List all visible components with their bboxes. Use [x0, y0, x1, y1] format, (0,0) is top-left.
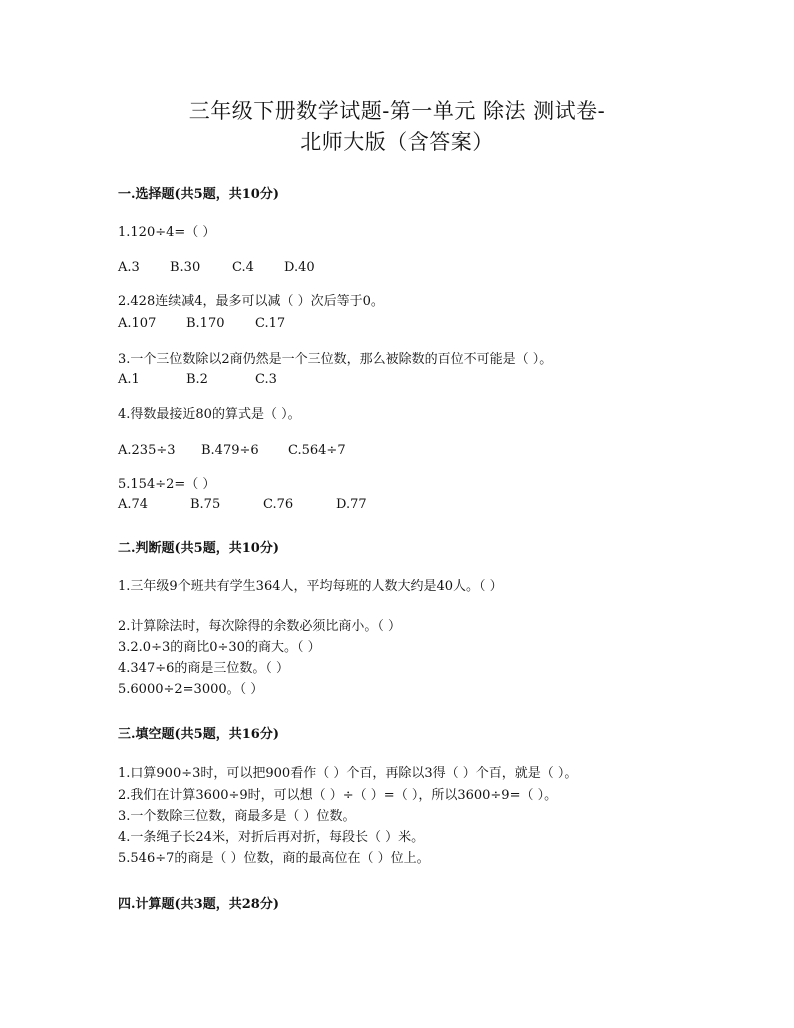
question-5-stem: 5.154÷2=（ ） [118, 477, 216, 492]
question-4-option-a: A.235÷3 [118, 443, 176, 458]
judgement-item-1: 1.三年级9个班共有学生364人，平均每班的人数大约是40人。（ ） [118, 579, 503, 594]
question-2-option-c: C.17 [255, 316, 286, 331]
judgement-item-2: 2.计算除法时，每次除得的余数必须比商小。（ ） [118, 619, 402, 634]
judgement-item-3: 3.2.0÷3的商比0÷30的商大。（ ） [118, 640, 321, 655]
question-4-option-c: C.564÷7 [288, 443, 346, 458]
judgement-item-4: 4.347÷6的商是三位数。（ ） [118, 661, 290, 676]
question-3-option-b: B.2 [186, 372, 208, 387]
question-3-option-a: A.1 [118, 372, 140, 387]
question-4-option-b: B.479÷6 [201, 443, 259, 458]
fill-blank-item-1: 1.口算900÷3时，可以把900看作（ ）个百，再除以3得（ ）个百，就是（ ）。 [118, 766, 578, 781]
question-3-option-c: C.3 [255, 372, 277, 387]
question-5-option-b: B.75 [190, 497, 221, 512]
question-2-option-b: B.170 [186, 316, 225, 331]
fill-blank-item-5: 5.546÷7的商是（ ）位数，商的最高位在（ ）位上。 [118, 851, 430, 866]
judgement-item-5: 5.6000÷2=3000。（ ） [118, 682, 264, 697]
document-title-line1: 三年级下册数学试题-第一单元 除法 测试卷- [188, 99, 606, 123]
section-heading-fill-blank: 三.填空题(共5题，共16分) [118, 727, 279, 742]
fill-blank-item-3: 3.一个数除三位数，商最多是（ ）位数。 [118, 809, 356, 824]
question-4-stem: 4.得数最接近80的算式是（ ）。 [118, 407, 301, 422]
question-5-option-a: A.74 [118, 497, 149, 512]
section-heading-choice: 一.选择题(共5题，共10分) [118, 187, 279, 202]
question-1-option-b: B.30 [170, 260, 201, 275]
question-2-stem: 2.428连续减4，最多可以减（ ）次后等于0。 [118, 294, 384, 309]
question-1-option-d: D.40 [284, 260, 315, 275]
question-1-option-a: A.3 [118, 260, 140, 275]
question-5-option-d: D.77 [336, 497, 367, 512]
question-2-option-a: A.107 [118, 316, 157, 331]
section-heading-calculation: 四.计算题(共3题，共28分) [118, 897, 279, 912]
section-heading-judgement: 二.判断题(共5题，共10分) [118, 541, 279, 556]
fill-blank-item-2: 2.我们在计算3600÷9时，可以想（ ）÷（ ）=（ ），所以3600÷9=（ ）。 [118, 788, 558, 803]
document-title-line2: 北师大版（含答案） [300, 130, 494, 154]
question-3-stem: 3.一个三位数除以2商仍然是一个三位数，那么被除数的百位不可能是（ ）。 [118, 352, 553, 367]
question-1-option-c: C.4 [232, 260, 254, 275]
question-5-option-c: C.76 [263, 497, 294, 512]
fill-blank-item-4: 4.一条绳子长24米，对折后再对折，每段长（ ）米。 [118, 830, 425, 845]
question-1-stem: 1.120÷4=（ ） [118, 225, 216, 240]
